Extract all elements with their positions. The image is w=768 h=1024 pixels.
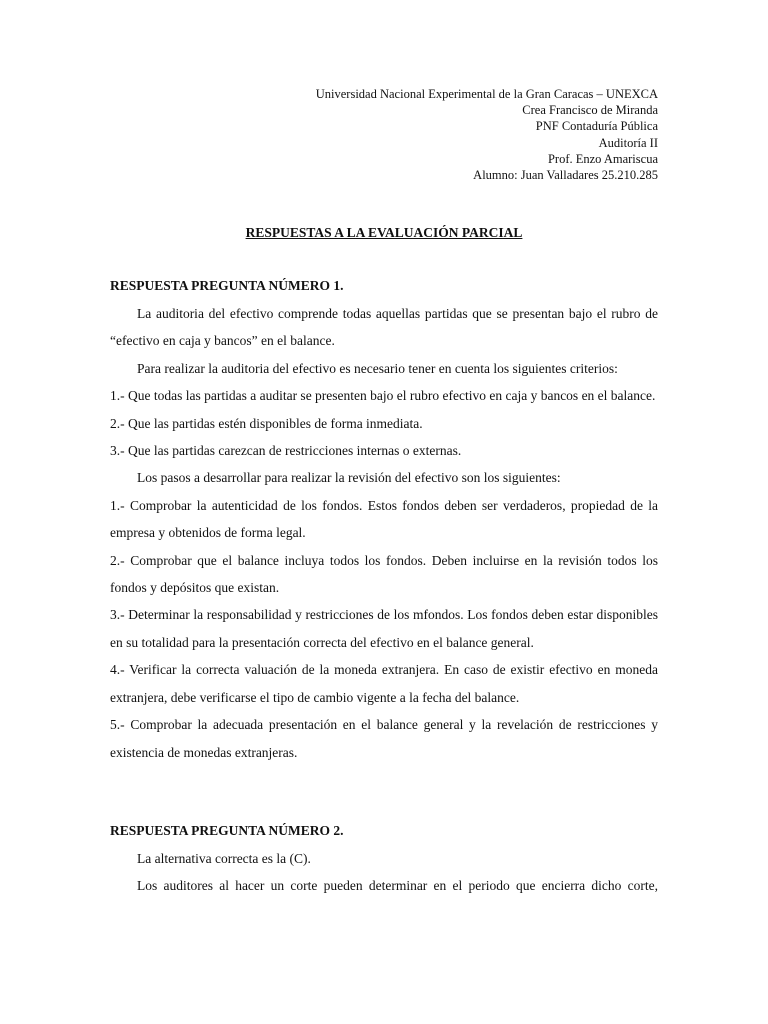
header-university: Universidad Nacional Experimental de la Gran Caracas – UNEXCA	[315, 87, 658, 101]
list-item: 2.- Que las partidas estén disponibles de forma inmediata.	[110, 415, 423, 431]
paragraph: Los auditores al hacer un corte pueden determinar en el periodo que encierra dicho corte,	[137, 878, 658, 894]
list-item: 3.- Que las partidas carezcan de restricciones internas o externas.	[110, 443, 462, 459]
list-item: 3.- Determinar la responsabilidad y restricciones de los mfondos. Los fondos deben estar disponibles en su totalidad para la presentación correcta del efectivo en el balance general.	[110, 607, 658, 650]
list-item: 4.- Verificar la correcta valuación de la moneda extranjera. En caso de existir efectivo en moneda extranjera, debe verificarse el tipo de cambio vigente a la fecha del balance.	[110, 662, 658, 705]
section-2-heading: RESPUESTA PREGUNTA NÚMERO 2.	[110, 823, 344, 838]
list-item: 5.- Comprobar la adecuada presentación en el balance general y la revelación de restricciones y existencia de monedas extranjeras.	[110, 717, 658, 760]
paragraph: Los pasos a desarrollar para realizar la revisión del efectivo son los siguientes:	[137, 470, 561, 486]
paragraph: Para realizar la auditoria del efectivo es necesario tener en cuenta los siguientes criterios:	[137, 360, 618, 376]
document-header	[110, 86, 658, 183]
paragraph: La alternativa correcta es la (C).	[137, 851, 311, 866]
header-student: Alumno: Juan Valladares 25.210.285	[473, 168, 658, 183]
section-2-body	[110, 845, 658, 900]
list-item: 2.- Comprobar que el balance incluya todos los fondos. Deben incluirse en la revisión todos los fondos y depósitos que existan.	[110, 552, 658, 596]
header-program: PNF Contaduría Pública	[535, 119, 658, 134]
document-title: RESPUESTAS A LA EVALUACIÓN PARCIAL	[245, 225, 523, 240]
paragraph: La auditoria del efectivo comprende todas aquellas partidas que se presentan bajo el rubro de “efectivo en caja y bancos” en el balance.	[110, 306, 658, 349]
header-professor: Prof. Enzo Amariscua	[547, 151, 658, 166]
section-1-body	[110, 300, 658, 766]
section-1-heading: RESPUESTA PREGUNTA NÚMERO 1.	[110, 278, 344, 293]
header-course: Auditoría II	[598, 135, 658, 150]
header-campus: Crea Francisco de Miranda	[522, 103, 658, 118]
list-item: 1.- Que todas las partidas a auditar se presenten bajo el rubro efectivo en caja y bancos en el balance.	[110, 388, 656, 404]
list-item: 1.- Comprobar la autenticidad de los fondos. Estos fondos deben ser verdaderos, propiedad de la empresa y obtenidos de forma legal.	[110, 497, 658, 541]
